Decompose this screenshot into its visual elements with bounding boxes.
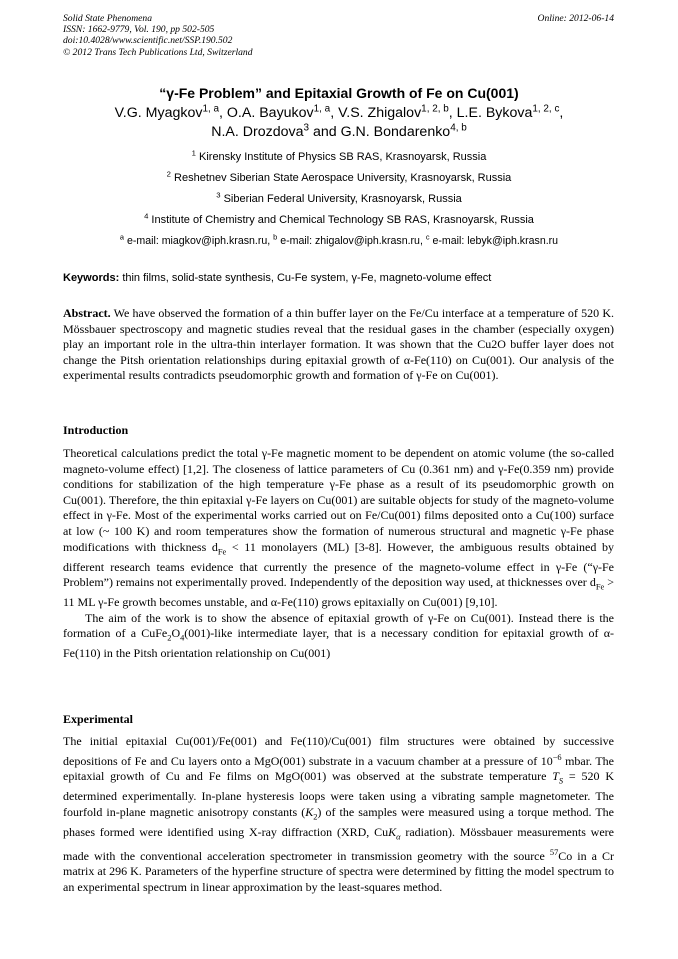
affiliation-4 [40,211,638,226]
author-affiliation-mark: 1, 2, b [421,103,449,115]
affiliation-3 [40,190,638,205]
subscript: 4 [180,633,185,643]
author-affiliation-mark: 3 [303,122,310,134]
affiliation-text: Institute of Chemistry and Chemical Technology SB RAS, Krasnoyarsk, Russia [151,214,534,226]
author: N.A. Drozdova [211,124,304,140]
text-run: Theoretical calculations predict the total γ-Fe magnetic moment to be dependent on atomic volume (the so-called magneto-volume effect) [1,2]. The closeness of lattice parameters of Cu (0.361 nm) and γ-Fe(0.359 nm) provide conditions for stabilization of the high temperature γ-Fe phase as a result of its pseudomorphic growth on Cu(001). Therefore, the thin epitaxial γ-Fe layers on Cu(001) are suitable objects for study of the magneto-volume effect in γ-Fe. Most of the experimental works carried out on Fe/Cu(001) films deposited onto a Cu(100) surface at low (~ 100 K) and room temperatures show the formation of numerous structural and magnetic γ-Fe phase modifications with thickness d [63,446,614,554]
author: V.S. Zhigalov [338,105,422,121]
subscript: 2 [167,633,172,643]
section-heading-experimental: Experimental [63,712,133,726]
affiliation-number: 1 [191,148,196,158]
email-link[interactable]: e-mail: miagkov@iph.krasn.ru, [126,235,271,247]
subscript: 2 [313,812,318,822]
affiliation-number: 4 [144,211,149,221]
author: L.E. Bykova [456,105,533,121]
affiliation-text: Reshetnev Siberian State Aerospace University, Krasnoyarsk, Russia [174,172,512,184]
experimental-body [63,734,614,896]
author-affiliation-mark: 1, 2, c [532,103,560,115]
text-run: > 11 ML γ-Fe growth becomes unstable, and α-Fe(110) grows epitaxially on Cu(001) [9,10]. [63,575,614,610]
subscript: S [558,776,564,786]
abstract-label: Abstract. [63,306,111,320]
affiliation-text: Kirensky Institute of Physics SB RAS, Krasnoyarsk, Russia [199,151,487,163]
issn-line: ISSN: 1662-9779, Vol. 190, pp 502-505 [63,24,215,36]
email-mark: b [273,232,278,242]
keywords [63,272,623,284]
text-run: mbar. The epitaxial growth of Cu and Fe films on MgO(001) was observed at the substrate temperature [63,753,615,784]
text-run: ) of the samples were measured using a torque method. The phases formed were identified using X-ray diffraction (XRD, Cu [63,804,614,839]
affiliation-number: 2 [166,169,171,179]
email-line [40,232,638,247]
email-mark: c [425,232,430,242]
text-run: The initial epitaxial Cu(001)/Fe(001) and Fe(110)/Cu(001) film structures were obtained by successive depositions of Fe and Cu layers onto a MgO(001) substrate in a vacuum chamber at a pressure of 10 [63,734,614,768]
text-run: Co in a Cr matrix at 296 K. Parameters of the hyperfine structure of spectra were determined by fitting the model spectrum to an experimental spectrum in linear approximation by the least-squares method. [63,848,615,894]
text-run: The aim of the work is to show the absence of epitaxial growth of γ-Fe on Cu(001). Instead there is the formation of a CuFe [63,610,614,641]
experimental-paragraph [63,734,614,896]
author: O.A. Bayukov [226,105,314,121]
text-run: = 520 K determined experimentally. In-plane hysteresis loops were taken using a vibrating sample magnetometer. The fourfold in-plane magnetic anisotropy constants ( [63,769,615,819]
affiliation-2 [40,169,638,184]
email-mark: a [119,232,125,242]
author-line-1: V.G. Myagkov$^{1, a}$, O.A. Bayukov$^{1, a}$, V.S. Zhigalov$^{1, 2, b}$, L.E. Bykova$^{1, 2, c}$, [114,103,564,121]
keywords-text: thin films, solid-state synthesis, Cu-Fe system, γ-Fe, magneto-volume effect [122,272,492,284]
author: G.N. Bondarenko [340,124,451,140]
journal-header [63,13,253,58]
online-date: Online: 2012-06-14 [537,13,614,24]
symbol: K [388,824,397,839]
author-list [40,104,638,142]
journal-name: Solid State Phenomena [63,13,152,24]
introduction-body [63,446,614,662]
subscript: Fe [217,546,227,556]
introduction-paragraph-2 [63,611,614,662]
copyright-line: © 2012 Trans Tech Publications Ltd, Switzerland [63,46,253,58]
paper-title: “γ-Fe Problem” and Epitaxial Growth of Fe on Cu(001) [159,85,519,101]
doi-line: doi:10.4028/www.scientific.net/SSP.190.502 [63,35,233,47]
superscript: −6 [552,752,562,762]
keywords-label: Keywords: [63,272,120,284]
section-heading-introduction: Introduction [63,423,129,437]
superscript: 57 [549,847,559,857]
email-link[interactable]: e-mail: zhigalov@iph.krasn.ru, [280,235,423,247]
symbol: K [305,804,314,819]
email-link[interactable]: e-mail: lebyk@iph.krasn.ru [432,235,559,247]
subscript: α [396,832,401,842]
symbol: T [552,769,559,784]
text-run: < 11 monolayers (ML) [3-8]. However, the ambiguous results obtained by different research teams evidence that currently the presence of the magneto-volume effect in γ-Fe (“γ-Fe Problem”) remains not experimentally proved. Independently of the deposition way used, at thicknesses over d [63,539,615,590]
text-run: O [171,626,181,641]
text-run: (001)-like intermediate layer, that is a necessary condition for epitaxial growth of α-Fe(110) in the Pitsh orientation relationship on Cu(001) [63,626,614,661]
affiliation-1 [40,148,638,163]
text-run: radiation). Mössbauer measurements were made with the conventional acceleration spectrometer in transmission geometry with the source [63,824,614,863]
subscript: Fe [595,582,605,592]
introduction-paragraph-1 [63,446,614,611]
abstract-text: We have observed the formation of a thin buffer layer on the Fe/Cu interface at a temperature of 520 K. Mössbauer spectroscopy and magnetic studies reveal that the residual gases in the chamber (especially oxygen) play an important role in the ultra-thin interlayer formation. It was shown that the Cu2O buffer layer does not change the Pitsh orientation relationships during epitaxial growth of α-Fe(110) on Cu(001). Our analysis of the experimental results contradicts pseudomorphic growth and formation of γ-Fe on Cu(001). [63,306,614,383]
author-line-2: N.A. Drozdova$^3$ and G.N. Bondarenko$^{4, b}$ [211,122,467,140]
affiliation-text: Siberian Federal University, Krasnoyarsk, Russia [223,193,462,205]
author-affiliation-mark: 1, a [313,103,331,115]
author-affiliation-mark: 1, a [202,103,219,115]
abstract [63,306,614,384]
author: V.G. Myagkov [114,105,203,121]
affiliation-number: 3 [216,190,221,200]
author-affiliation-mark: 4, b [450,122,467,134]
